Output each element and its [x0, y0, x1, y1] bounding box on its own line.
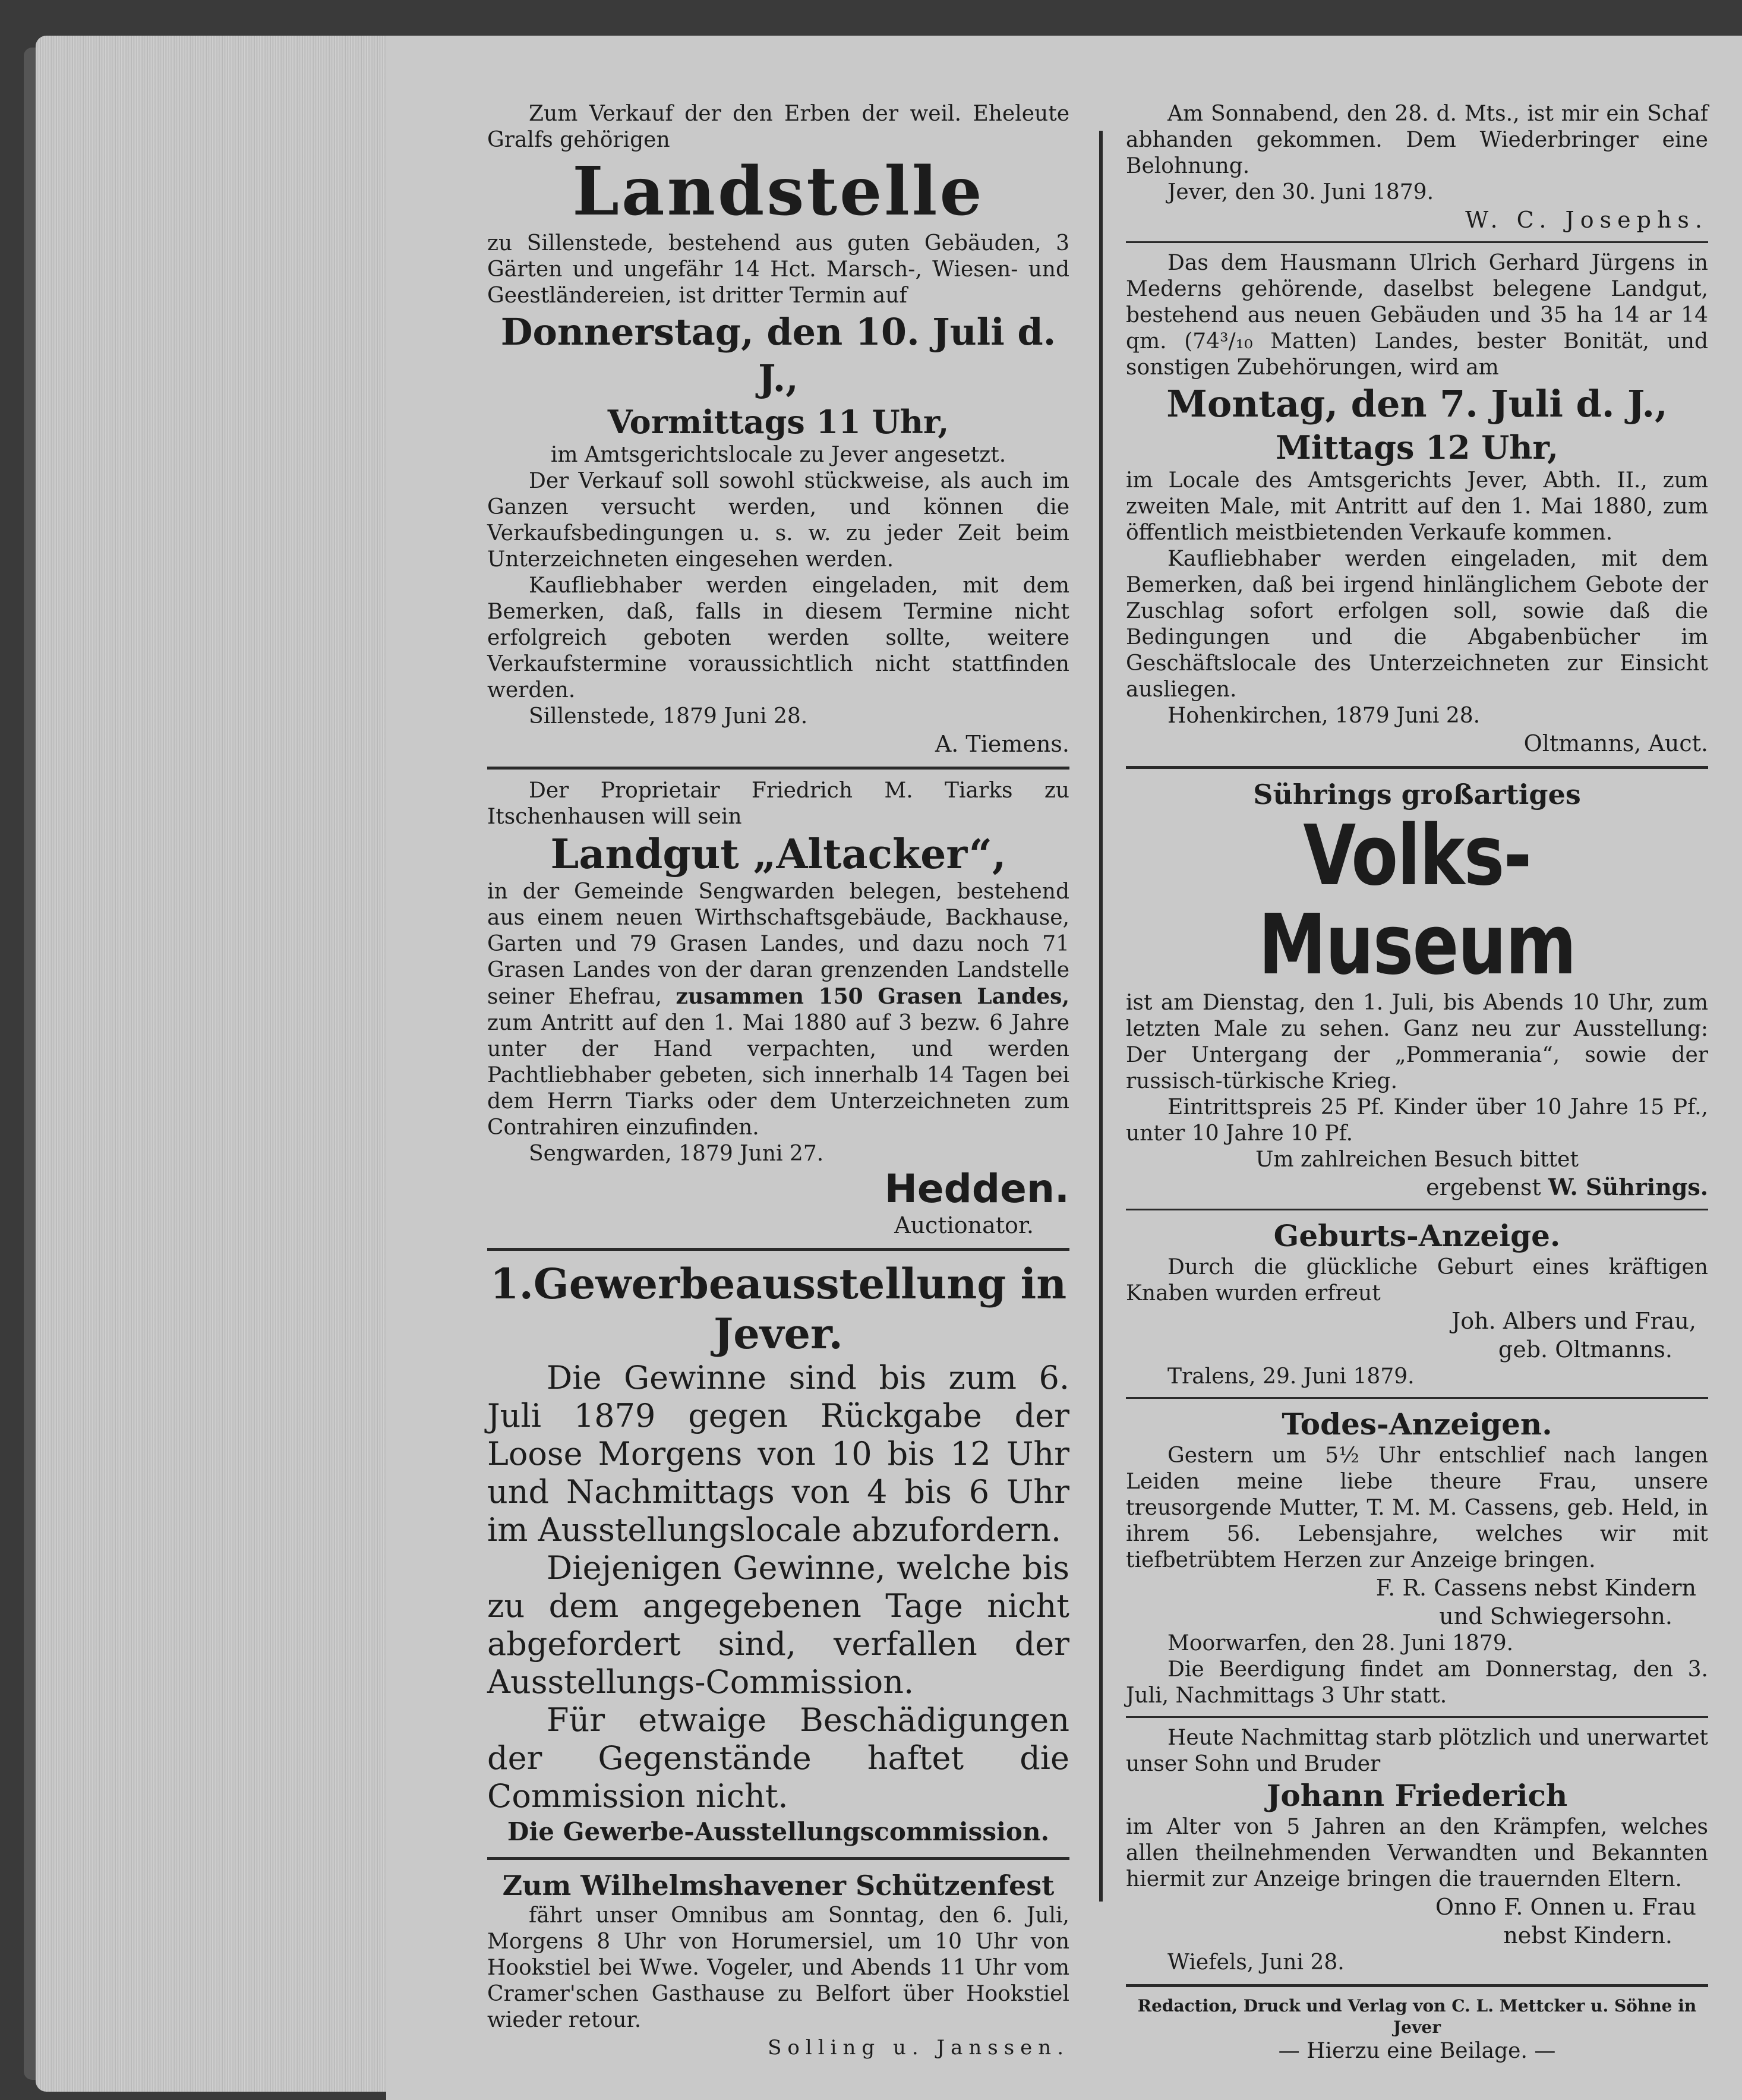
ad-headline: Todes-Anzeigen. [1282, 1407, 1552, 1442]
ad-paragraph: Diejenigen Gewinne, welche bis zu dem angegebenen Tage nicht abgefordert sind, verfallen der Ausstellungs-Commission. [487, 1549, 1069, 1701]
ad-names: und Schwiegersohn. [1439, 1603, 1672, 1629]
ad-names: F. R. Cassens nebst Kindern [1375, 1575, 1696, 1601]
ad-dateline: Tralens, 29. Juni 1879. [1167, 1364, 1415, 1389]
ad-prices: Eintrittspreis 25 Pf. Kinder über 10 Jahre 15 Pf., unter 10 Jahre 10 Pf. [1126, 1095, 1708, 1146]
ad-dateline: Sillenstede, 1879 Juni 28. [529, 704, 808, 729]
ad-body: Gestern um 5½ Uhr entschlief nach langen Leiden meine liebe theure Frau, unsere treusorgende Mutter, T. M. M. Cassens, geb. Held, in ihrem 56. Lebensjahre, welches wir mit tiefbetrübtem Herzen zur Anzeige bringen. [1126, 1443, 1708, 1572]
ad-paragraph: Der Verkauf soll sowohl stückweise, als auch im Ganzen versucht werden, und können die Verkaufsbedingungen u. s. w. zu jeder Zeit beim Unterzeichneten eingesehen werden. [487, 469, 1069, 572]
ad-body: Das dem Hausmann Ulrich Gerhard Jürgens in Mederns gehörende, daselbst belegene Landgut, bestehend aus neuen Gebäuden und 35 ha 14 ar 14 qm. (74³/₁₀ Matten) Landes, bester Bonität, und sonstigen Zubehörungen, wird am [1126, 251, 1708, 380]
ad-separator [1126, 766, 1708, 769]
ad-headline: Zum Wilhelmshavener Schützenfest [502, 1869, 1055, 1902]
ad-intro: Zum Verkauf der den Erben der weil. Eheleute Gralfs gehörigen [487, 102, 1069, 152]
ad-names: nebst Kindern. [1503, 1922, 1672, 1948]
ad-todes-anzeigen [1126, 1406, 1708, 1709]
ad-body-text: in der Gemeinde Sengwarden belegen, bestehend aus einem neuen Wirthschaftsgebäude, Backhause, Garten und 79 Grasen Landes, und dazu noch 71 Grasen Landes von der daran grenzenden Landstelle seiner Ehefrau, [487, 879, 1069, 1009]
ad-signature: Oltmanns, Auct. [1523, 730, 1708, 756]
ad-schuetzenfest [487, 1868, 1069, 2062]
ad-separator [487, 767, 1069, 770]
ad-separator [487, 1248, 1069, 1251]
ad-headline: 1.Gewerbeausstellung in Jever. [490, 1259, 1067, 1358]
ad-schaf-verloren [1126, 101, 1708, 234]
ad-signature: Solling u. Janssen. [768, 2036, 1069, 2060]
ad-dateline: Moorwarfen, den 28. Juni 1879. [1167, 1631, 1514, 1656]
ad-gewerbeausstellung [487, 1259, 1069, 1849]
ad-time: Vormittags 11 Uhr, [607, 403, 949, 441]
ad-body: ist am Dienstag, den 1. Juli, bis Abends 10 Uhr, zum letzten Male zu sehen. Ganz neu zur Ausstellung: Der Untergang der „Pommerania“, sowie der russisch-türkische Krieg. [1126, 991, 1708, 1093]
ad-paragraph: Für etwaige Beschädigungen der Gegenstände haftet die Commission nicht. [487, 1701, 1069, 1815]
ad-names: Joh. Albers und Frau, [1451, 1308, 1696, 1334]
ad-time: Mittags 12 Uhr, [1276, 428, 1558, 466]
ad-place: im Amtsgerichtslocale zu Jever angesetzt. [550, 443, 1006, 467]
ad-separator [1126, 1984, 1708, 1987]
ad-signature: A. Tiemens. [935, 731, 1069, 757]
ad-signature: Die Gewerbe-Ausstellungscommission. [507, 1817, 1050, 1846]
ad-date: Montag, den 7. Juli d. J., [1166, 382, 1668, 425]
ad-landgut-mederns [1126, 250, 1708, 758]
ad-kicker: Sührings großartiges [1253, 778, 1581, 811]
ad-separator [1126, 1209, 1708, 1210]
ad-signature-role: Auctionator. [894, 1212, 1034, 1238]
ad-body-text: zum Antritt auf den 1. Mai 1880 auf 3 bezw. 6 Jahre unter der Hand verpachten, und werden Pachtliebhaber gebeten, sich innerhalb 14 Tagen bei dem Herrn Tiarks oder dem Unterzeichneten zum Contrahiren einzufinden. [487, 1011, 1069, 1140]
ad-paragraph: Die Gewinne sind bis zum 6. Juli 1879 gegen Rückgabe der Loose Morgens von 10 bis 12 Uhr und Nachmittags von 4 bis 6 Uhr im Ausstellungslocale abzufordern. [487, 1359, 1069, 1549]
ad-invite: Um zahlreichen Besuch bittet [1255, 1147, 1579, 1172]
ad-landstelle [487, 101, 1069, 758]
ad-body: Durch die glückliche Geburt eines kräftigen Knaben wurden erfreut [1126, 1255, 1708, 1306]
ad-intro: Heute Nachmittag starb plötzlich und unerwartet unser Sohn und Bruder [1126, 1726, 1708, 1776]
ad-signature [1126, 1173, 1708, 1202]
ad-signature: W. C. Josephs. [1465, 207, 1708, 233]
ad-body [487, 879, 1069, 1141]
ad-separator [487, 1857, 1069, 1860]
ad-date: Donnerstag, den 10. Juli d. J., [500, 310, 1056, 400]
supplement-note: — Hierzu eine Beilage. — [1278, 2039, 1556, 2063]
ad-headline: Geburts-Anzeige. [1273, 1218, 1561, 1253]
ad-signature-prefix: ergebenst [1426, 1174, 1541, 1200]
ad-volks-museum [1126, 777, 1708, 1202]
ad-names: Onno F. Onnen u. Frau [1435, 1894, 1696, 1920]
ad-name: Johann Friederich [1266, 1778, 1568, 1813]
ad-body: fährt unser Omnibus am Sonntag, den 6. Juli, Morgens 8 Uhr von Horumersiel, um 10 Uhr von Hookstiel bei Wwe. Vogeler, und Abends 11 Uhr vom Cramer'schen Gasthause zu Belfort über Hookstiel wieder retour. [487, 1903, 1069, 2032]
ad-headline: Landgut „Altacker“, [550, 831, 1006, 878]
ad-body: im Alter von 5 Jahren an den Krämpfen, welches allen theilnehmenden Verwandten und Bekannten hiermit zur Anzeige bringen die trauernden Eltern. [1126, 1815, 1708, 1891]
ad-dateline: Jever, den 30. Juni 1879. [1167, 180, 1434, 204]
imprint: Redaction, Druck und Verlag von C. L. Mettcker u. Söhne in Jever [1137, 1996, 1697, 2037]
ad-separator [1126, 1716, 1708, 1718]
ad-todes-anzeige-kind [1126, 1725, 1708, 1976]
right-column [1126, 101, 1708, 2064]
ad-headline: Volks-Museum [1258, 808, 1576, 994]
ad-body: Am Sonnabend, den 28. d. Mts., ist mir ein Schaf abhanden gekommen. Dem Wiederbringer eine Belohnung. [1126, 102, 1708, 178]
ad-paragraph: Kaufliebhaber werden eingeladen, mit dem Bemerken, daß bei irgend hinlänglichem Gebote der Zuschlag sofort erfolgen soll, sowie daß die Bedingungen und die Abgabenbücher im Geschäftslocale des Unterzeichneten zur Einsicht ausliegen. [1126, 547, 1708, 702]
ad-place: im Locale des Amtsgerichts Jever, Abth. II., zum zweiten Male, mit Antritt auf den 1. Mai 1880, zum öffentlich meistbietenden Verkaufe kommen. [1126, 468, 1708, 545]
column-divider [1099, 131, 1103, 1902]
ad-separator [1126, 241, 1708, 243]
ad-geburts-anzeige [1126, 1218, 1708, 1390]
ad-paragraph: Kaufliebhaber werden eingeladen, mit dem Bemerken, daß, falls in diesem Termine nicht erfolgreich geboten werden sollte, weitere Verkaufstermine voraussichtlich nicht stattfinden werden. [487, 573, 1069, 702]
ad-separator [1126, 1397, 1708, 1399]
ad-signature-name: W. Sührings. [1548, 1174, 1708, 1200]
ad-burial: Die Beerdigung findet am Donnerstag, den 3. Juli, Nachmittags 3 Uhr statt. [1126, 1657, 1708, 1708]
ad-signature: Hedden. [884, 1166, 1069, 1212]
ad-body: zu Sillenstede, bestehend aus guten Gebäuden, 3 Gärten und ungefähr 14 Hct. Marsch-, Wiesen- und Geestländereien, ist dritter Termin auf [487, 231, 1069, 308]
ad-dateline: Hohenkirchen, 1879 Juni 28. [1167, 704, 1481, 728]
ad-body-emphasis: zusammen 150 Grasen Landes, [676, 984, 1069, 1009]
book-page-edges [36, 36, 392, 2092]
ad-landgut-altacker [487, 778, 1069, 1240]
ad-dateline: Sengwarden, 1879 Juni 27. [529, 1142, 824, 1166]
ad-names: geb. Oltmanns. [1498, 1336, 1672, 1363]
ad-intro: Der Proprietair Friedrich M. Tiarks zu Itschenhausen will sein [487, 778, 1069, 829]
ad-dateline: Wiefels, Juni 28. [1167, 1950, 1345, 1975]
ad-headline: Landstelle [572, 153, 984, 231]
left-column [487, 101, 1069, 2062]
